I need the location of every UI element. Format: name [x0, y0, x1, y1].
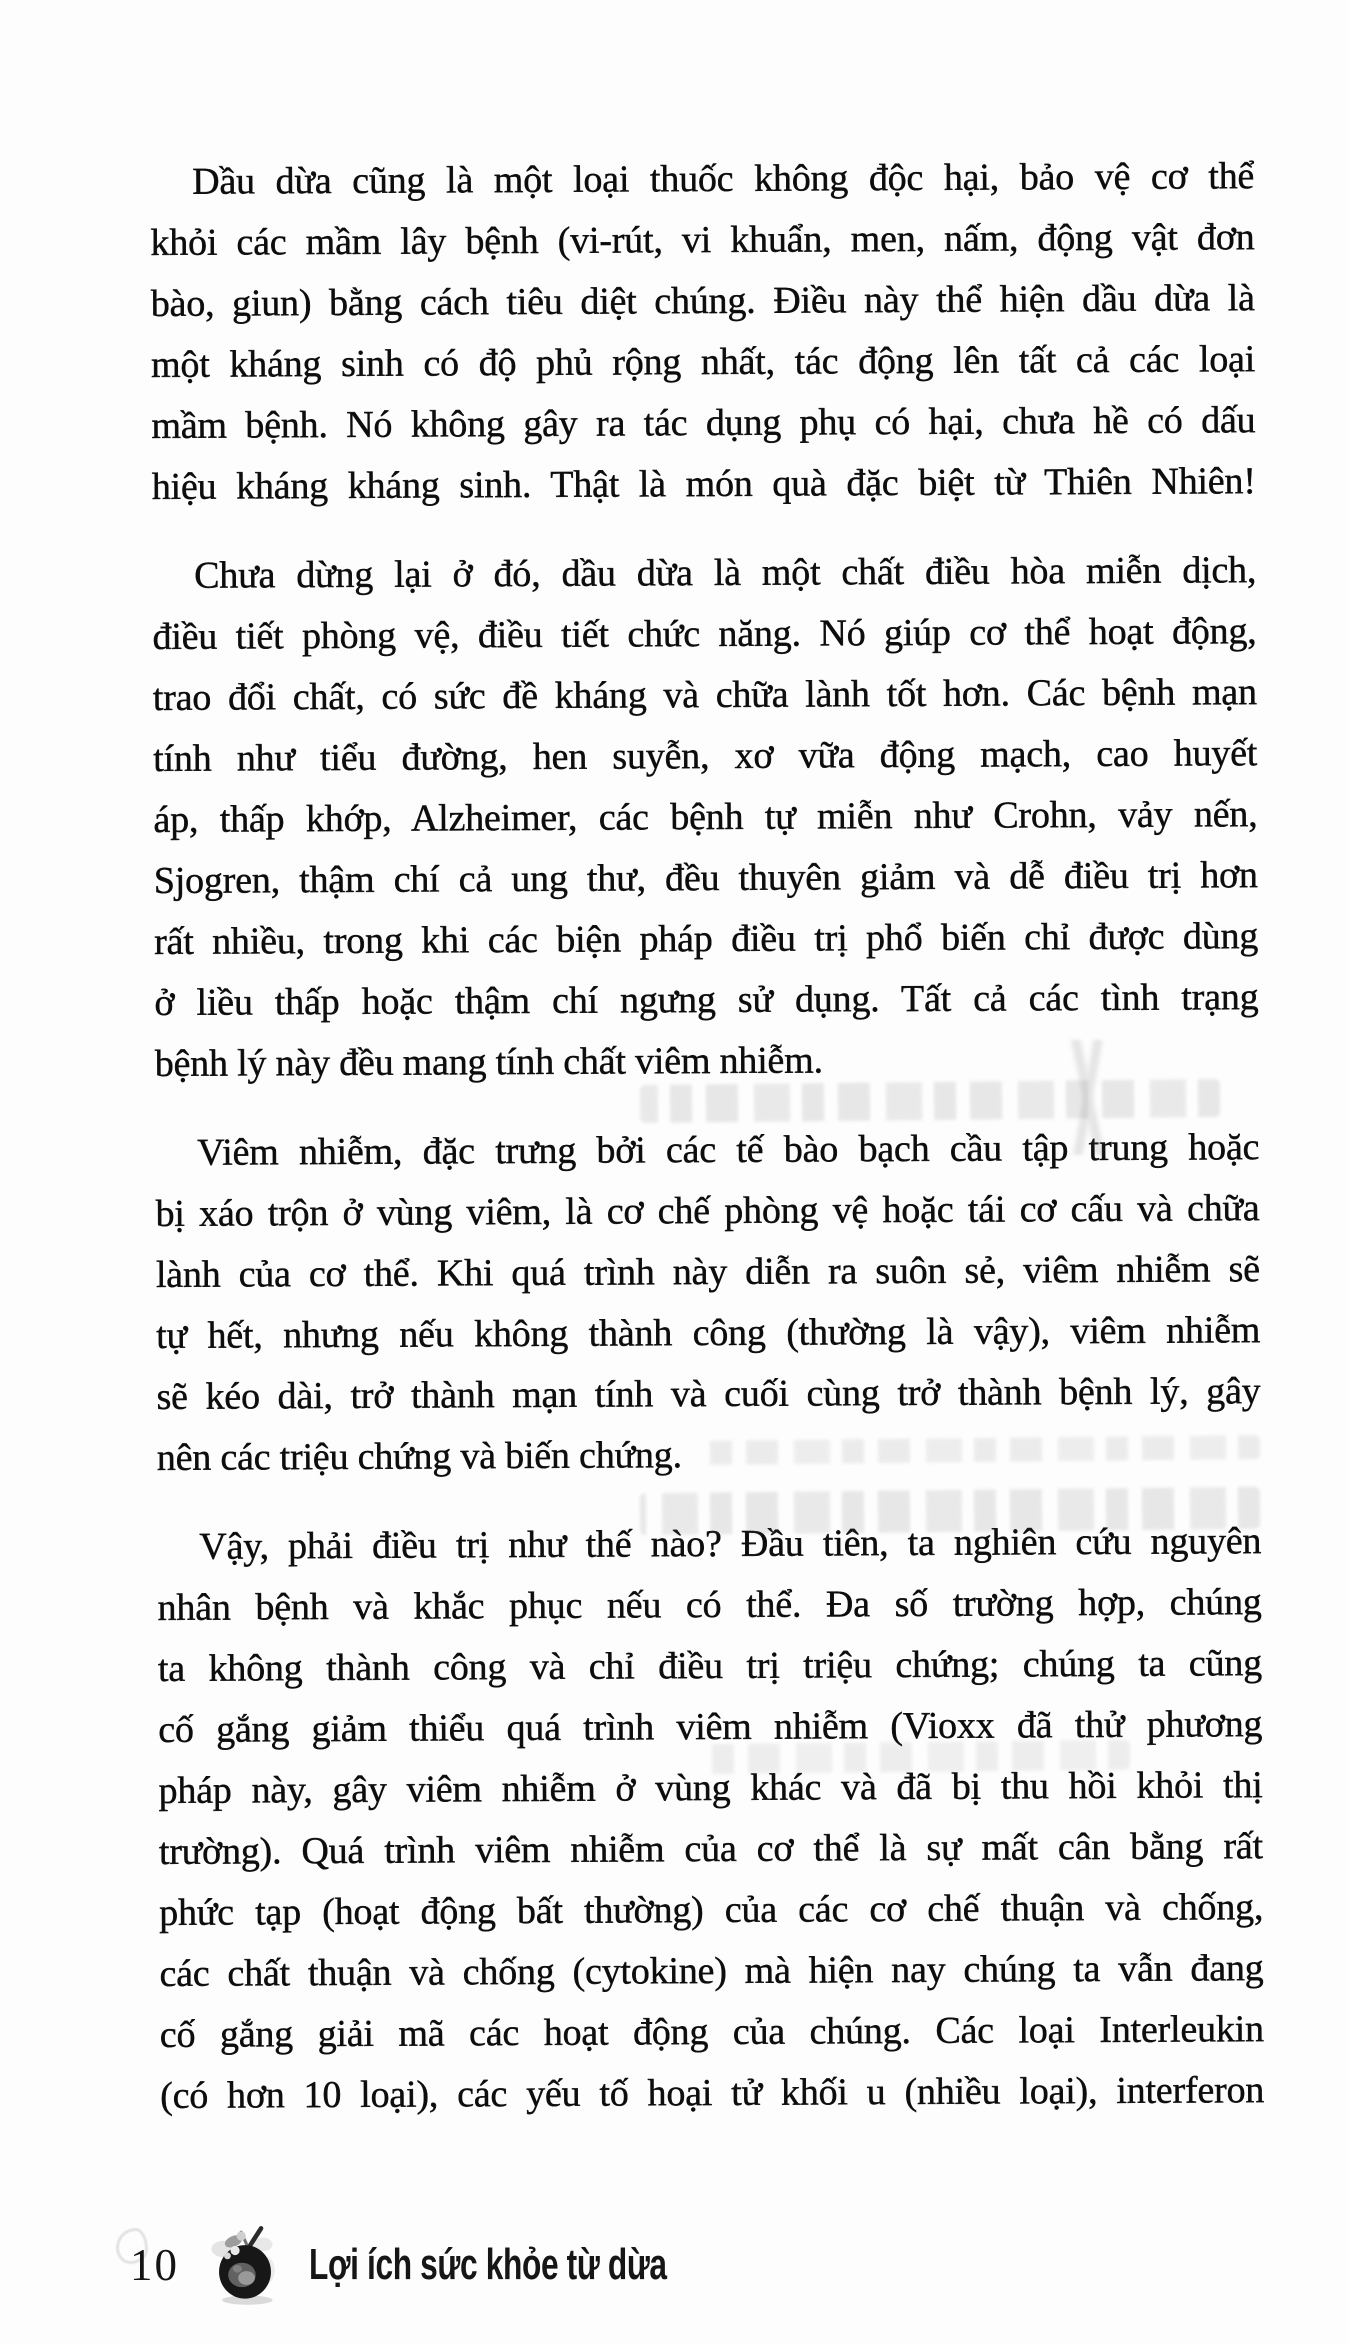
ink-bleedthrough-artifact	[640, 1079, 1220, 1123]
footer-title-wrap	[309, 2240, 806, 2290]
text-line: nên các triệu chứng và biến chứng.	[156, 1434, 682, 1479]
text-line: lành của cơ thể. Khi quá trình này diễn ra suôn sẻ, viêm nhiễm sẽ	[155, 1248, 1260, 1296]
text-line: nhân bệnh và khắc phục nếu có thể. Đa số trường hợp, chúng	[157, 1581, 1262, 1629]
text-line: cố gắng giải mã các hoạt động của chúng. Các loại Interleukin	[159, 2008, 1264, 2056]
text-line: bào, giun) bằng cách tiêu diệt chúng. Điều này thể hiện dầu dừa là	[150, 277, 1255, 325]
text-line: khỏi các mầm lây bệnh (vi-rút, vi khuẩn, men, nấm, động vật đơn	[150, 216, 1255, 264]
text-line: sẽ kéo dài, trở thành mạn tính và cuối cùng trở thành bệnh lý, gây	[156, 1370, 1261, 1418]
paragraph	[155, 1117, 1261, 1489]
text-line: pháp này, gây viêm nhiễm ở vùng khác và đã bị thu hồi khỏi thị	[158, 1764, 1263, 1812]
text-line: bệnh lý này đều mang tính chất viêm nhiễm.	[154, 1039, 823, 1085]
text-line: cố gắng giảm thiểu quá trình viêm nhiễm (Vioxx đã thử phương	[158, 1703, 1263, 1751]
text-line: tự hết, nhưng nếu không thành công (thường là vậy), viêm nhiễm	[156, 1309, 1261, 1357]
text-line: ở liều thấp hoặc thậm chí ngưng sử dụng. Tất cả các tình trạng	[154, 976, 1259, 1024]
text-line: rất nhiều, trong khi các biện pháp điều trị phổ biến chỉ được dùng	[154, 915, 1259, 963]
text-line: Vậy, phải điều trị như thế nào? Đầu tiên, ta nghiên cứu nguyên	[199, 1520, 1262, 1568]
text-line: Viêm nhiễm, đặc trưng bởi các tế bào bạch cầu tập trung hoặc	[197, 1126, 1260, 1174]
text-line: hiệu kháng kháng sinh. Thật là món quà đặc biệt từ Thiên Nhiên!	[151, 460, 1256, 508]
paragraph	[152, 540, 1259, 1095]
paragraph	[157, 1511, 1264, 2127]
coconut-icon	[203, 2222, 287, 2308]
ink-bleedthrough-artifact	[1048, 1040, 1130, 1155]
text-line: trường). Quá trình viêm nhiễm của cơ thể là sự mất cân bằng rất	[158, 1825, 1263, 1873]
ink-bleedthrough-artifact	[700, 1740, 1130, 1775]
page-footer	[130, 2222, 806, 2308]
paragraph	[150, 146, 1256, 518]
page-number: 10	[130, 2240, 179, 2290]
text-line: các chất thuận và chống (cytokine) mà hiện nay chúng ta vẫn đang	[159, 1947, 1264, 1995]
ink-bleedthrough-artifact	[640, 1487, 1260, 1535]
text-line: tính như tiểu đường, hen suyễn, xơ vữa động mạch, cao huyết	[153, 732, 1258, 780]
text-line: điều tiết phòng vệ, điều tiết chức năng. Nó giúp cơ thể hoạt động,	[152, 610, 1257, 658]
text-line: một kháng sinh có độ phủ rộng nhất, tác động lên tất cả các loại	[151, 338, 1256, 386]
text-line: phức tạp (hoạt động bất thường) của các cơ chế thuận và chống,	[159, 1886, 1264, 1934]
text-line: (có hơn 10 loại), các yếu tố hoại tử khối u (nhiều loại), interferon	[160, 2069, 1265, 2117]
text-line: ta không thành công và chỉ điều trị triệu chứng; chúng ta cũng	[157, 1642, 1263, 1690]
text-line: Sjogren, thậm chí cả ung thư, đều thuyên giảm và dễ điều trị hơn	[153, 854, 1258, 902]
text-line: Dầu dừa cũng là một loại thuốc không độc hại, bảo vệ cơ thể	[192, 155, 1255, 203]
text-line: trao đổi chất, có sức đề kháng và chữa lành tốt hơn. Các bệnh mạn	[152, 671, 1257, 719]
footer-book-title: Lợi ích sức khỏe từ dừa	[309, 2240, 667, 2289]
text-line: Chưa dừng lại ở đó, dầu dừa là một chất điều hòa miễn dịch,	[194, 549, 1257, 597]
text-line: áp, thấp khớp, Alzheimer, các bệnh tự miễn như Crohn, vảy nến,	[153, 793, 1258, 841]
text-line: bị xáo trộn ở vùng viêm, là cơ chế phòng vệ hoặc tái cơ cấu và chữa	[155, 1187, 1260, 1235]
text-line: mầm bệnh. Nó không gây ra tác dụng phụ có hại, chưa hề có dấu	[151, 399, 1256, 447]
